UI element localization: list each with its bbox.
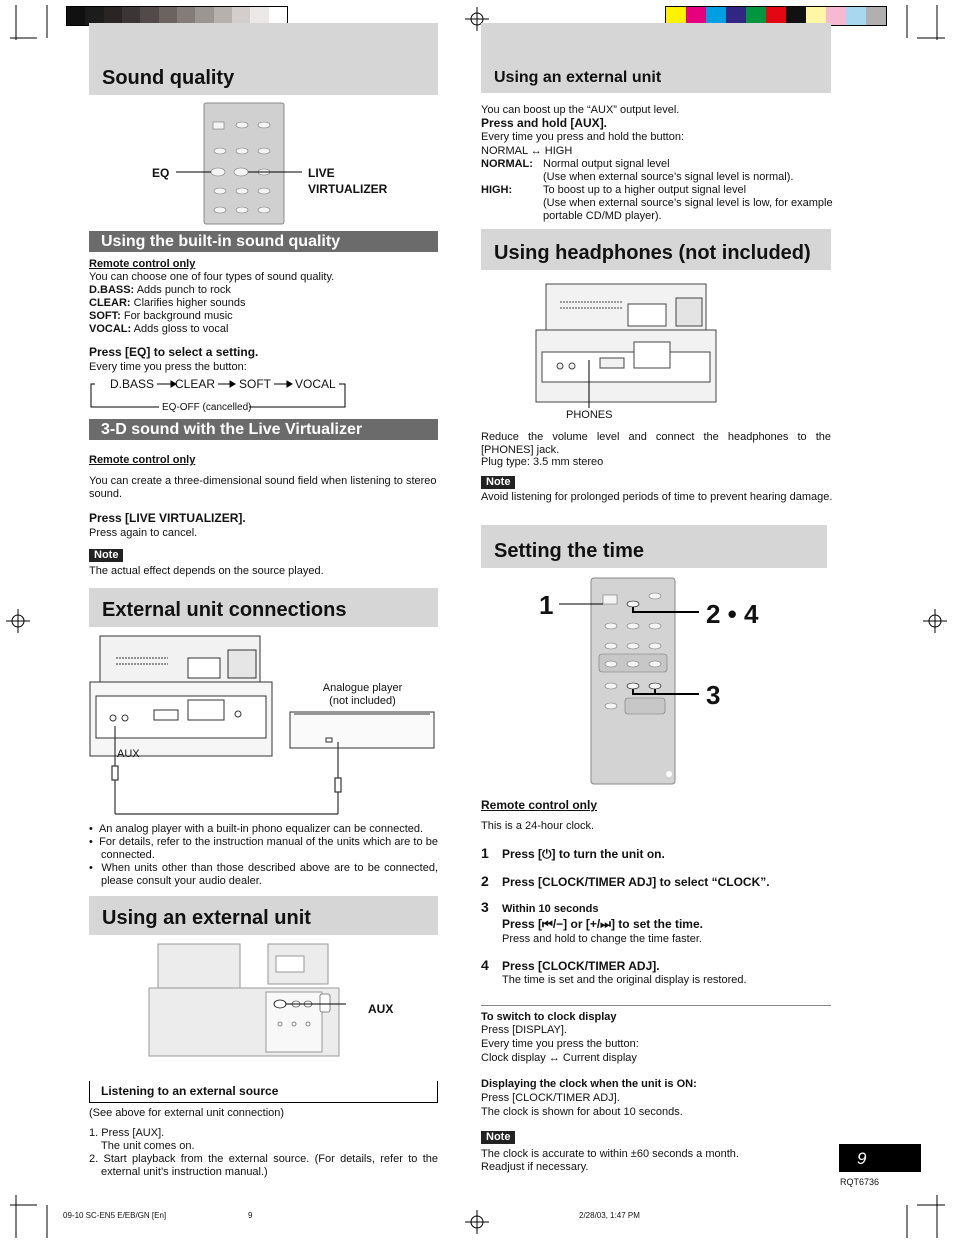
section-title: External unit connections — [102, 599, 347, 621]
press-again-text: Press again to cancel. — [89, 527, 198, 539]
every-time-hold: Every time you press and hold the button: — [481, 131, 685, 143]
footer-date: 2/28/03, 1:47 PM — [579, 1211, 640, 1220]
list-item: • For details, refer to the instruction manual of the units which are to be connected. — [89, 836, 438, 861]
remote-only-label: Remote control only — [89, 454, 196, 466]
connection-notes-list — [89, 823, 438, 888]
listening-step-2: 2. Start playback from the external source. (For details, refer to the external unit’s instruction manual.) — [89, 1153, 438, 1178]
headphones-unit-illustration — [532, 282, 722, 408]
step-4-sub: The time is set and the original display is restored. — [502, 974, 747, 986]
listening-step-1-result: The unit comes on. — [101, 1140, 195, 1152]
eq-option-vocal: VOCAL: Adds gloss to vocal — [89, 323, 229, 335]
connection-diagram — [88, 634, 440, 820]
step-1-text: Press [⏻] to turn the unit on. — [502, 847, 665, 861]
sound-quality-header — [89, 23, 438, 95]
normal-high-cycle: NORMAL ↔ HIGH — [481, 145, 573, 157]
step-4-number: 4 — [481, 957, 489, 973]
step-3-sub: Press and hold to change the time faster. — [502, 933, 702, 945]
normal-desc-note: (Use when external source’s signal level is normal). — [543, 171, 794, 183]
list-item: • An analog player with a built-in phono equalizer can be connected. — [89, 823, 424, 835]
eq-option-soft: SOFT: For background music — [89, 310, 233, 322]
step-4-text: Press [CLOCK/TIMER ADJ]. — [502, 959, 660, 973]
headphones-header — [481, 229, 831, 270]
external-connections-header — [89, 588, 438, 627]
normal-label: NORMAL: — [481, 158, 533, 170]
remote-eq-illustration — [150, 102, 400, 226]
switch-clock-2: Every time you press the button: — [481, 1038, 639, 1050]
seq-dbass: D.BASS — [110, 377, 155, 391]
clock-note-2: Readjust if necessary. — [481, 1161, 589, 1173]
displaying-clock-title: Displaying the clock when the unit is ON: — [481, 1078, 697, 1090]
step-1-number: 1 — [481, 845, 489, 861]
page-number-box — [839, 1144, 921, 1172]
page-number: 9 — [857, 1149, 867, 1168]
switch-clock-1: Press [DISPLAY]. — [481, 1024, 567, 1036]
color-swatch — [866, 7, 886, 25]
displaying-clock-1: Press [CLOCK/TIMER ADJ]. — [481, 1092, 620, 1104]
every-time-text: Every time you press the button: — [89, 361, 247, 373]
high-desc: To boost up to a higher output signal level — [543, 184, 747, 196]
clock-note-1: The clock is accurate to within ±60 seconds a month. — [481, 1148, 739, 1160]
displaying-clock-2: The clock is shown for about 10 seconds. — [481, 1106, 683, 1118]
see-above-text: (See above for external unit connection) — [89, 1107, 285, 1119]
section-title: Setting the time — [494, 540, 645, 562]
seq-eq-off: EQ-OFF (cancelled) — [162, 402, 252, 413]
clock-24h-text: This is a 24-hour clock. — [481, 820, 595, 832]
section-title: Using an external unit — [102, 907, 311, 929]
remote-only-label: Remote control only — [89, 258, 196, 270]
using-external-right-header — [481, 23, 831, 93]
virtualizer-callout-label: VIRTUALIZER — [308, 182, 388, 196]
press-eq-instruction: Press [EQ] to select a setting. — [89, 345, 259, 359]
remote-only-label: Remote control only — [481, 798, 598, 812]
headphones-note: Avoid listening for prolonged periods of time to prevent hearing damage. — [481, 491, 833, 503]
live-virtualizer-subheader: 3-D sound with the Live Virtualizer — [89, 419, 438, 440]
section-title: Using an external unit — [494, 69, 662, 86]
callout-step-1: 1 — [539, 590, 554, 620]
aux-button-callout: AUX — [368, 1002, 394, 1016]
step-3-text: Press [⏮/−] or [+/⏭] to set the time. — [502, 917, 703, 931]
eq-callout-label: EQ — [152, 166, 170, 180]
step-3-within: Within 10 seconds — [502, 903, 599, 915]
step-2-number: 2 — [481, 873, 489, 889]
step-2-text: Press [CLOCK/TIMER ADJ] to select “CLOCK”. — [502, 875, 770, 889]
main-unit-aux-illustration — [146, 942, 346, 1064]
callout-step-2-4: 2 • 4 — [706, 599, 759, 629]
doc-code: RQT6736 — [840, 1177, 880, 1187]
eq-option-clear: CLEAR: Clarifies higher sounds — [89, 297, 246, 309]
boost-intro: You can boost up the “AUX” output level. — [481, 104, 680, 116]
plug-type: Plug type: 3.5 mm stereo — [481, 456, 604, 468]
list-item: • When units other than those described above are to be connected, please consult your audio dealer. — [89, 862, 439, 887]
switch-clock-title: To switch to clock display — [481, 1011, 617, 1023]
note-badge: Note — [481, 476, 515, 490]
setting-time-header — [481, 525, 827, 568]
note-badge: Note — [89, 549, 123, 563]
color-swatch — [846, 7, 866, 25]
page-title: Sound quality — [102, 67, 235, 89]
high-label: HIGH: — [481, 184, 513, 196]
normal-desc: Normal output signal level — [543, 158, 670, 170]
footer-page: 9 — [248, 1211, 253, 1220]
note-badge: Note — [481, 1131, 515, 1145]
listening-step-1: 1. Press [AUX]. — [89, 1127, 165, 1139]
press-live-instruction: Press [LIVE VIRTUALIZER]. — [89, 511, 246, 525]
divider — [481, 1005, 831, 1006]
listening-title: Listening to an external source — [101, 1084, 279, 1098]
builtin-intro: You can choose one of four types of sound quality. — [89, 271, 335, 283]
switch-clock-3: Clock display ↔ Current display — [481, 1052, 637, 1064]
builtin-sound-subheader: Using the built-in sound quality — [89, 231, 438, 252]
seq-vocal: VOCAL — [295, 377, 336, 391]
press-hold-aux: Press and hold [AUX]. — [481, 116, 608, 130]
live-callout-label: LIVE — [308, 166, 335, 180]
high-desc-note: (Use when external source’s signal level is low, for example portable CD/MD player). — [543, 197, 833, 222]
virtualizer-intro: You can create a three-dimensional sound field when listening to stereo sound. — [89, 475, 437, 500]
eq-option-dbass: D.BASS: Adds punch to rock — [89, 284, 231, 296]
callout-step-3: 3 — [706, 680, 721, 710]
footer-file: 09-10 SC-EN5 E/EB/GN [En] — [63, 1211, 167, 1220]
seq-soft: SOFT — [239, 377, 271, 391]
step-3-number: 3 — [481, 899, 489, 915]
aux-jack-label: AUX — [117, 748, 140, 760]
phones-jack-label: PHONES — [566, 409, 613, 421]
color-swatch — [67, 7, 85, 25]
headphones-instruction: Reduce the volume level and connect the headphones to the [PHONES] jack. — [481, 431, 831, 456]
note-text: The actual effect depends on the source played. — [89, 565, 324, 577]
using-external-header — [89, 896, 438, 935]
section-title: Using headphones (not included) — [494, 242, 811, 264]
analogue-player-label: Analogue player (not included) — [322, 682, 403, 707]
seq-clear: CLEAR — [175, 377, 216, 391]
